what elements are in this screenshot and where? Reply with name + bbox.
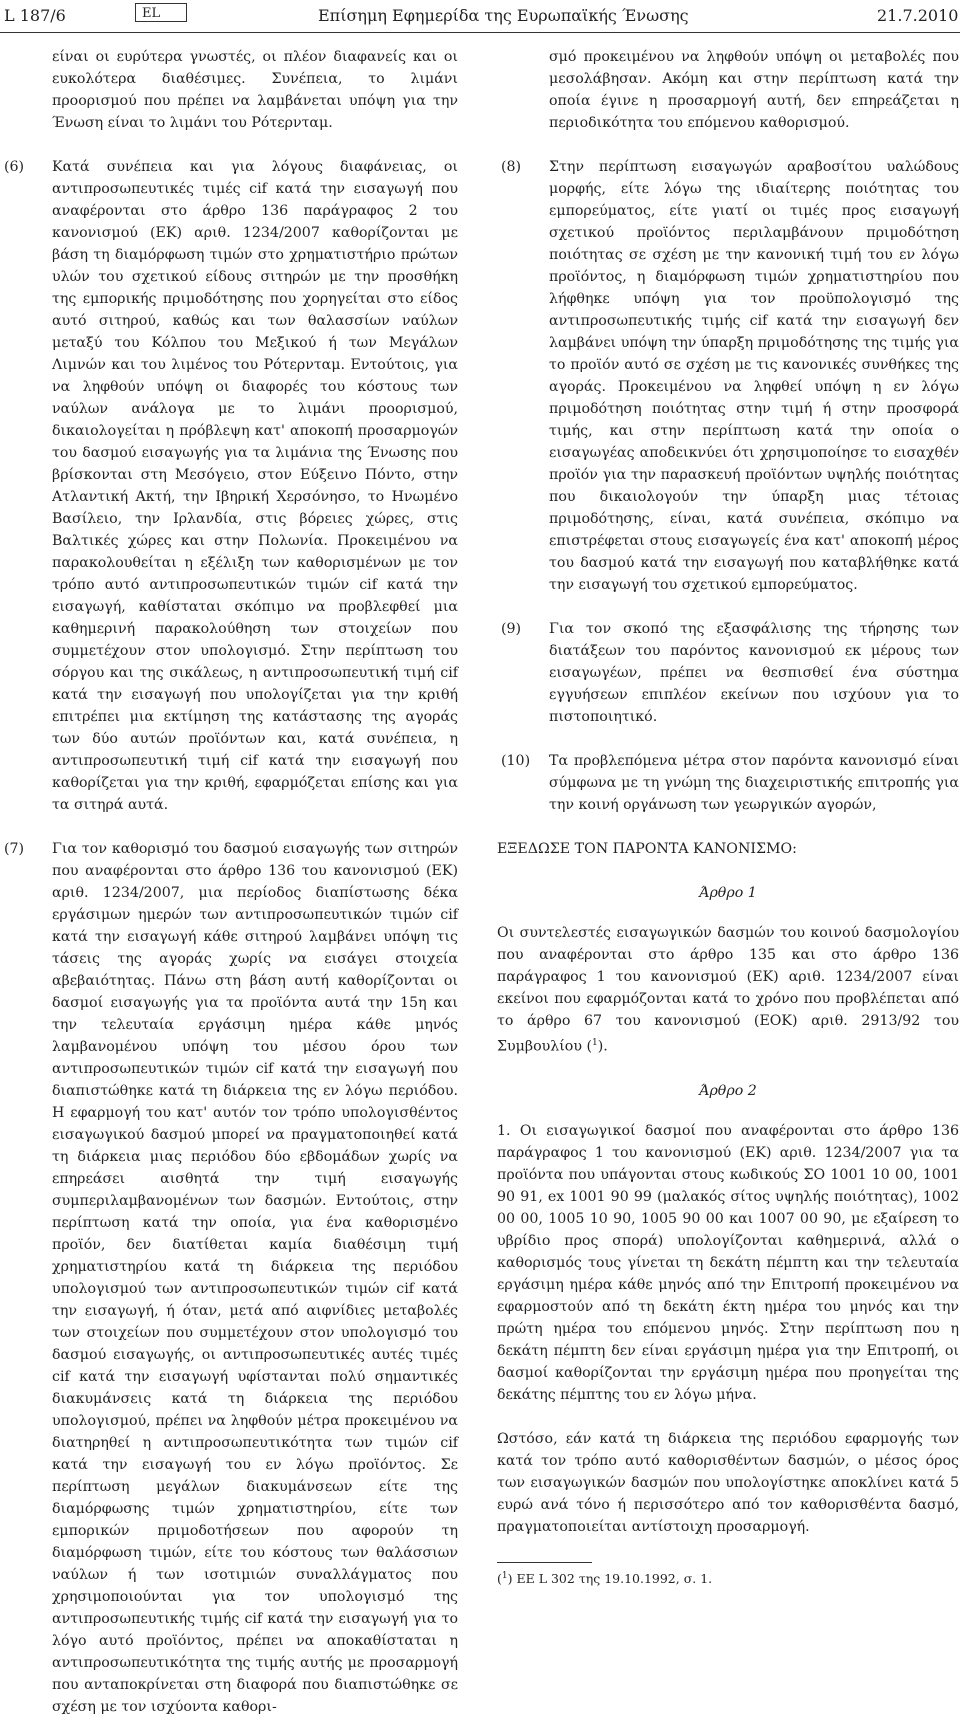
footnote-reference: 1 bbox=[592, 1038, 598, 1048]
footnote-number: 1 bbox=[501, 1570, 508, 1581]
recital-number: (8) bbox=[501, 159, 522, 175]
page-number: L 187/6 bbox=[4, 6, 66, 25]
recital-text: Τα προβλεπόμενα μέτρα στον παρόντα κανονισμό είναι σύμφωνα με τη γνώμη της διαχειριστικής επιτροπής για την κοινή οργάνωση των γεωργικών αγορών, bbox=[549, 753, 959, 813]
header-rule bbox=[0, 32, 960, 33]
recital-8 bbox=[497, 156, 959, 596]
article-1-body: Οι συντελεστές εισαγωγικών δασμών του κοινού δασμολογίου που αναφέρονται στο άρθρο 135 και στο άρθρο 136 παράγραφος 1 του κανονισμού (ΕΚ) αριθ. 1234/2007 είναι εκείνοι που εφαρμόζονται κατά το χρόνο που προβλέπεται από το άρθρο 67 του κανονισμού (ΕΟΚ) αριθ. 2913/92 του Συμβουλίου ( bbox=[497, 925, 959, 1055]
article-1-end: ). bbox=[597, 1038, 608, 1055]
issue-date: 21.7.2010 bbox=[877, 6, 959, 25]
recital-text: Για τον σκοπό της εξασφάλισης της τήρησης των διατάξεων του παρόντος κανονισμού εκ μέρους των εισαγωγέων, πρέπει να θεσπισθεί ένα σύστημα εγγυήσεων επιπλέον εκείνων που ισχύουν για το πιστοποιητικό. bbox=[549, 621, 959, 725]
journal-title: Επίσημη Εφημερίδα της Ευρωπαϊκής Ένωσης bbox=[318, 6, 689, 25]
footnote-separator bbox=[497, 1562, 592, 1563]
article-2-title: Άρθρο 2 bbox=[699, 1082, 757, 1099]
recital-number: (9) bbox=[501, 621, 522, 637]
recital-10 bbox=[497, 750, 959, 816]
right-column bbox=[497, 46, 959, 1588]
recital-6 bbox=[0, 156, 458, 816]
recital-number: (10) bbox=[501, 753, 531, 769]
article-1-title: Άρθρο 1 bbox=[699, 885, 757, 901]
recital-text: Για τον καθορισμό του δασμού εισαγωγής των σιτηρών που αναφέρονται στο άρθρο 136 του κανονισμού (ΕΚ) αριθ. 1234/2007, μια περίοδος διαπίστωσης δέκα εργάσιμων ημερών των αντιπροσωπευτικών τιμών cif κατά την εισαγωγή κάθε σιτηρού λαμβάνει υπόψη τις τάσεις της αγοράς χωρίς να εισάγει στοιχεία αβεβαιότητας. Πάνω στη βάση αυτή καθορίζονται οι δασμοί εισαγωγής για τα προϊόντα αυτά την 15η και την τελευταία εργάσιμη ημέρα κάθε μηνός λαμβανομένου υπόψη του μέσου όρου των αντιπροσωπευτικών τιμών cif κατά την εισαγωγή που διαπιστώθηκε κατά τη διάρκεια της εν λόγω περιόδου. Η εφαρμογή του κατ' αυτόν τον τρόπο υπολογισθέντος εισαγωγικού δασμού μπορεί να πραγματοποιηθεί κατά τη διάρκεια μιας περιόδου δύο εβδομάδων χωρίς να επηρεάσει αισθητά την τιμή εισαγωγής συμπεριλαμβανομένων των δασμών. Εντούτοις, στην περίπτωση κατά την οποία, για ένα καθορισμένο προϊόν, δεν διατίθεται καμία διαθέσιμη τιμή χρηματιστηρίου κατά τη διάρκεια της περιόδου υπολογισμού των αντιπροσωπευτικών τιμών cif κατά την εισαγωγή, ή όταν, μετά από αιφνίδιες μεταβολές των στοιχείων που συμμετέχουν στον υπολογισμό του δασμού εισαγωγής, οι αντιπροσωπευτικές αυτές τιμές cif κατά την εισαγωγή υφίστανται πολύ σημαντικές διακυμάνσεις κατά τη διάρκεια της περιόδου υπολογισμού, πρέπει να ληφθούν μέτρα προκειμένου να διατηρηθεί η αντιπροσωπευτικότητα των τιμών cif κατά την εισαγωγή του εν λόγω προϊόντος. Σε περίπτωση μεγάλων διακυμάνσεων είτε της διαμόρφωσης τιμών χρηματιστηρίου, είτε των εμπορικών πριμοδοτήσεων που αφορούν τη διαμόρφωση τιμών, είτε του κόστους των θαλάσσιων ναύλων ή των ισοτιμιών συναλλάγματος που χρησιμοποιούνται για τον υπολογισμό της αντιπροσωπευτικής τιμής cif κατά την εισαγωγή για το λόγο αυτό προϊόντος, πρέπει να αποκαθίσταται η αντιπροσωπευτικότητα της τιμής αυτής με προσαρμογή που ανταποκρίνεται στη διαφορά που διαπιστώθηκε σε σχέση με τον ισχύοντα καθορι- bbox=[52, 841, 458, 1715]
page-header bbox=[0, 0, 960, 28]
language-badge: EL bbox=[135, 3, 187, 22]
enacting-formula: ΕΞΕΔΩΣΕ ΤΟΝ ΠΑΡΟΝΤΑ ΚΑΝΟΝΙΣΜΟ: bbox=[497, 841, 797, 857]
recital-9 bbox=[497, 618, 959, 728]
recital-text: Στην περίπτωση εισαγωγών αραβοσίτου υαλώδους μορφής, είτε λόγω της ιδιαίτερης ποιότητας του εμπορεύματος, είτε γιατί οι τιμές προς εισαγωγή σχετικού προϊόντος περιλαμβάνουν πριμοδότηση ποιότητας σε σχέση με την κανονική τιμή του εν λόγω προϊόντος, η διαμόρφωση τιμών χρηματιστηρίου που λήφθηκε υπόψη για τον προϋπολογισμό της αντιπροσωπευτικής τιμής cif κατά την εισαγωγή δεν λαμβάνει υπόψη την ύπαρξη πριμοδότησης της τιμής για το προϊόν αυτό σε σχέση με τις κανονικές συνθήκες της αγοράς. Προκειμένου να ληφθεί υπόψη η εν λόγω πριμοδότηση ποιότητας στην τιμή ή στην προσφορά τιμής, και στην περίπτωση κατά την οποία ο εισαγωγέας αποδεικνύει ότι χρησιμοποίησε το εισαχθέν προϊόν για την παρασκευή προϊόντων υψηλής ποιότητας που δικαιολογούν την ύπαρξη μιας τέτοιας πριμοδότησης, είναι, κατά συνέπεια, σκόπιμο να επιστρέφεται στους εισαγωγείς ένα κατ' αποκοπή μέρος του δασμού κατά την εισαγωγή που καταβλήθηκε κατά την εισαγωγή του σχετικού εμπορεύματος. bbox=[549, 159, 959, 593]
right-intro-paragraph: σμό προκειμένου να ληφθούν υπόψη οι μεταβολές που μεσολάβησαν. Ακόμη και στην περίπτωση κατά την οποία έγινε η προσαρμογή αυτή, δεν επηρεάζεται η περιοδικότητα του επόμενου καθορισμού. bbox=[549, 49, 959, 131]
left-column bbox=[0, 46, 458, 1718]
recital-7 bbox=[0, 838, 458, 1718]
recital-number: (6) bbox=[4, 159, 25, 175]
footnote-text: ΕΕ L 302 της 19.10.1992, σ. 1. bbox=[516, 1570, 713, 1586]
article-2-paragraph-2: Ωστόσο, εάν κατά τη διάρκεια της περιόδου εφαρμογής των κατά τον τρόπο αυτό καθορισθέντων δασμών, ο μέσος όρος των εισαγωγικών δασμών που υπολογίστηκε αποκλίνει κατά 5 ευρώ ανά τόνο ή περισσότερο από τον καθορισθέντα δασμό, πραγματοποιείται αντίστοιχη προσαρμογή. bbox=[497, 1430, 959, 1535]
left-intro-paragraph: είναι οι ευρύτερα γνωστές, οι πλέον διαφανείς και οι ευκολότερα διαθέσιμες. Συνέπεια, το λιμάνι προορισμού που πρέπει να λαμβάνεται υπόψη για την Ένωση είναι το λιμάνι του Ρότερνταμ. bbox=[52, 49, 458, 131]
article-2-paragraph-1: 1. Οι εισαγωγικοί δασμοί που αναφέρονται στο άρθρο 136 παράγραφος 1 του κανονισμού (ΕΚ) αριθ. 1234/2007 για τα προϊόντα που υπάγονται στους κωδικούς ΣΟ 1001 10 00, 1001 90 91, ex 1001 90 99 (μαλακός σίτος υψηλής ποιότητας), 1002 00 00, 1005 10 90, 1005 90 00 και 1007 00 90, με εξαίρεση το υβρίδιο προς σπορά) υπολογίζονται καθημερινά, αλλά ο καθορισμός τους γίνεται τη δεκάτη πέμπτη και την τελευταία εργάσιμη ημέρα κάθε μηνός από την Επιτροπή προκειμένου να εφαρμοστούν από τη δεκάτη έκτη ημέρα του μηνός και την πρώτη ημέρα του επόμενου μηνός. Στην περίπτωση που η δεκάτη πέμπτη δεν είναι εργάσιμη ημέρα για την Επιτροπή, οι δασμοί καθορίζονται την εργάσιμη ημέρα που προηγείται της δεκάτης πέμπτης του εν λόγω μήνα. bbox=[497, 1122, 959, 1403]
article-1-text bbox=[497, 922, 959, 1058]
recital-text: Κατά συνέπεια και για λόγους διαφάνειας, οι αντιπροσωπευτικές τιμές cif κατά την εισαγωγή που αναφέρονται στο άρθρο 136 παράγραφος 2 του κανονισμού (ΕΚ) αριθ. 1234/2007 καθορίζονται με βάση τη διαμόρφωση τιμών στο χρηματιστήριο πρώτων υλών του σχετικού είδους σιτηρών με την προσθήκη της εμπορικής πριμοδότησης που χορηγείται στο είδος αυτό σιτηρού, καθώς και των θαλασσίων ναύλων μεταξύ του Κόλπου του Μεξικού ή των Μεγάλων Λιμνών και του λιμένος του Ρότερνταμ. Εντούτοις, για να ληφθούν υπόψη οι διαφορές του κόστους των ναύλων ανάλογα με το λιμάνι προορισμού, δικαιολογείται η πρόβλεψη κατ' αποκοπή προσαρμογών του δασμού εισαγωγής για τα λιμάνια της Ένωσης που βρίσκονται στη Μεσόγειο, στον Εύξεινο Πόντο, στην Ατλαντική Ακτή, την Ιβηρική Χερσόνησο, το Ηνωμένο Βασίλειο, την Ιρλανδία, στις βόρειες χώρες, στις Βαλτικές χώρες και στην Πολωνία. Προκειμένου να παρακολουθείται η εξέλιξη των καθορισμένων με τον τρόπο αυτό αντιπροσωπευτικών τιμών cif κατά την εισαγωγή, καθίσταται σκόπιμο να προβλεφθεί μια καθημερινή παρακολούθηση των στοιχείων που συμμετέχουν στον υπολογισμό. Στην περίπτωση του σόργου και της σικάλεως, η αντιπροσωπευτική τιμή cif κατά την εισαγωγή που υπολογίζεται για την κριθή επιτρέπει μια εκτίμηση της κατάστασης της αγοράς των δύο αυτών προϊόντων και, κατά συνέπεια, η αντιπροσωπευτική τιμή cif κατά την εισαγωγή που καθορίζεται για την κριθή, εφαρμόζεται επίσης και για τα σιτηρά αυτά. bbox=[52, 159, 458, 813]
footnote: ($^1$) ΕΕ L 302 της 19.10.1992, σ. 1. bbox=[497, 1570, 713, 1586]
recital-number: (7) bbox=[4, 841, 25, 857]
